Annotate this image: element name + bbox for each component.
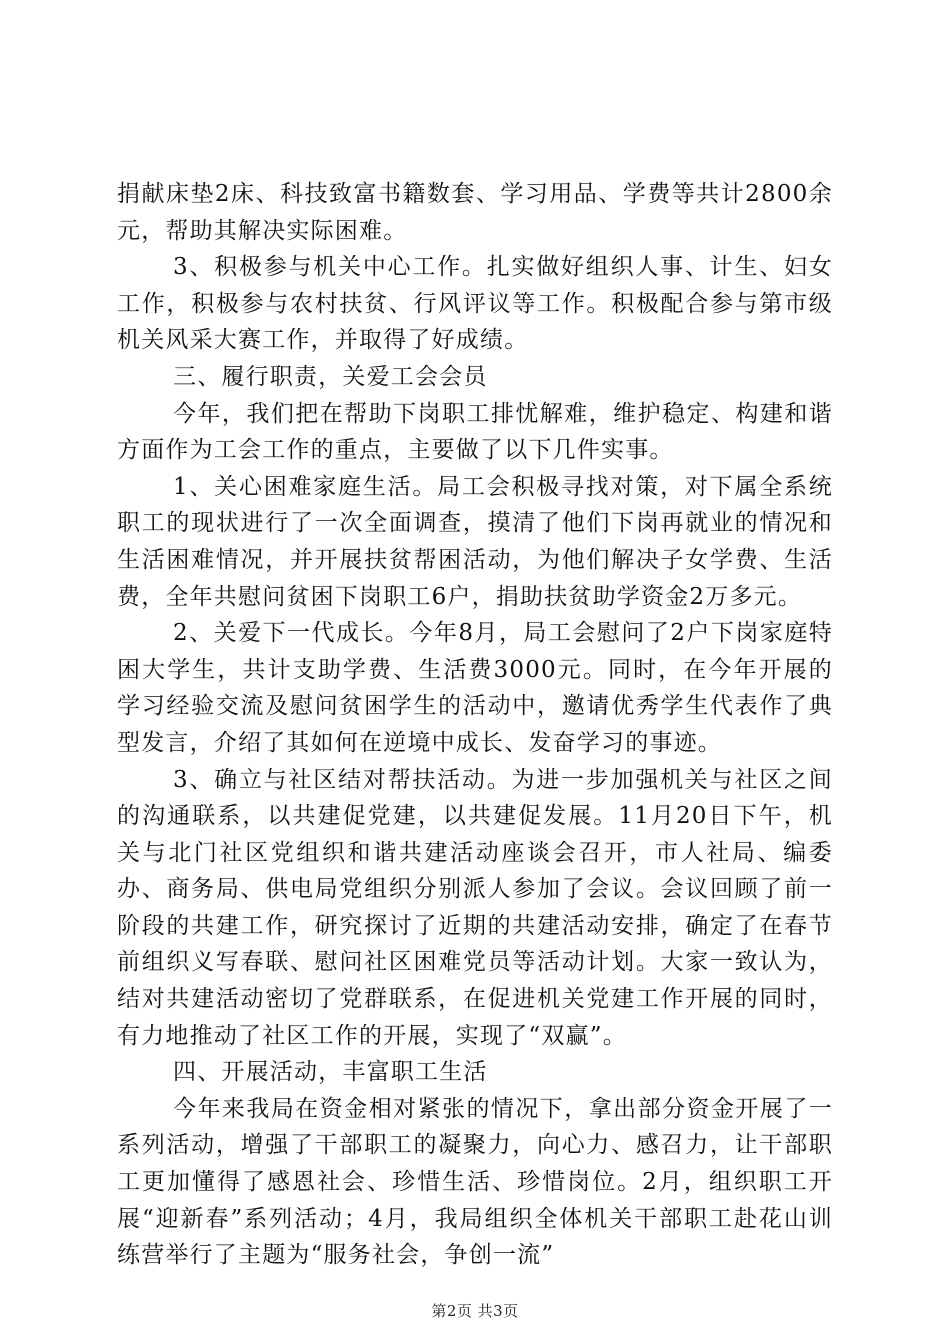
- section-heading-4: 四、开展活动，丰富职工生活: [173, 1059, 488, 1086]
- paragraph-item-2-next-generation: 2、关爱下一代成长。今年8月，局工会慰问了2户下岗家庭特困大学生，共计支助学费、生活费3000元。同时，在今年开展的学习经验交流及慰问贫困学生的活动中，邀请优秀学生代表作了典型发言，介绍了其如何在逆境中成长、发奋学习的事迹。: [117, 620, 833, 756]
- document-body: [117, 176, 833, 1274]
- section-heading-3: 三、履行职责，关爱工会会员: [173, 363, 488, 390]
- paragraph-item-1-difficult-families: 1、关心困难家庭生活。局工会积极寻找对策，对下属全系统职工的现状进行了一次全面调查，摸清了他们下岗再就业的情况和生活困难情况，并开展扶贫帮困活动，为他们解决子女学费、生活费，全年共慰问贫困下岗职工6户，捐助扶贫助学资金2万多元。: [117, 473, 833, 610]
- paragraph-item-3-central-work: 3、积极参与机关中心工作。扎实做好组织人事、计生、妇女工作，积极参与农村扶贫、行风评议等工作。积极配合参与第市级机关风采大赛工作，并取得了好成绩。: [117, 254, 833, 354]
- paragraph-section-3-intro: 今年，我们把在帮助下岗职工排忧解难，维护稳定、构建和谐方面作为工会工作的重点，主要做了以下几件实事。: [117, 400, 833, 464]
- paragraph-section-4-intro: 今年来我局在资金相对紧张的情况下，拿出部分资金开展了一系列活动，增强了干部职工的凝聚力，向心力、感召力，让干部职工更加懂得了感恩社会、珍惜生活、珍惜岗位。2月，组织职工开展“迎新春”系列活动；4月，我局组织全体机关干部职工赴花山训练营举行了主题为“服务社会，争创一流”: [117, 1095, 833, 1269]
- paragraph-item-3-community-pairing: 3、确立与社区结对帮扶活动。为进一步加强机关与社区之间的沟通联系，以共建促党建，以共建促发展。11月20日下午，机关与北门社区党组织和谐共建活动座谈会召开，市人社局、编委办、商务局、供电局党组织分别派人参加了会议。会议回顾了前一阶段的共建工作，研究探讨了近期的共建活动安排，确定了在春节前组织义写春联、慰问社区困难党员等活动计划。大家一致认为，结对共建活动密切了党群联系，在促进机关党建工作开展的同时，有力地推动了社区工作的开展，实现了“双赢”。: [117, 766, 833, 1049]
- page-footer: 第2页 共3页: [431, 1302, 519, 1320]
- paragraph-continuation: 捐献床垫2床、科技致富书籍数套、学习用品、学费等共计2800余元，帮助其解决实际困难。: [117, 181, 833, 244]
